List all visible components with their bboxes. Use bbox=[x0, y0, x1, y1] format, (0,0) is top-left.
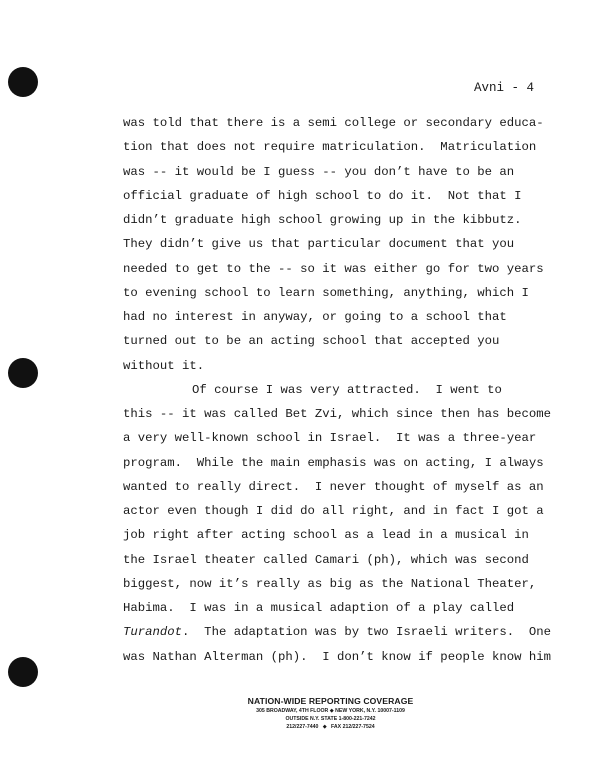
transcript-line bbox=[123, 649, 552, 674]
transcript-line-text: official graduate of high school to do it. Not that I bbox=[123, 188, 522, 203]
transcript-line-text: was told that there is a semi college or secondary educa- bbox=[123, 116, 544, 130]
transcript-line bbox=[123, 116, 543, 140]
transcript-line bbox=[123, 480, 543, 504]
transcript-line-text: was Nathan Alterman (ph). I don’t know if people know him bbox=[123, 649, 552, 664]
transcript-line-text: didn’t graduate high school growing up in the kibbutz. bbox=[123, 213, 522, 227]
transcript-line-text: to evening school to learn something, anything, which I bbox=[123, 285, 529, 300]
punch-hole-top bbox=[8, 67, 38, 97]
transcript-line-text: Of course I was very attracted. I went to bbox=[192, 382, 502, 397]
transcript-line bbox=[123, 577, 543, 601]
transcript-line bbox=[123, 407, 552, 431]
transcript-line bbox=[123, 262, 543, 286]
transcript-line bbox=[123, 504, 543, 528]
transcript-line-text: Habima. I was in a musical adaption of a play called bbox=[123, 601, 515, 615]
transcript-line bbox=[123, 310, 543, 334]
transcript-line bbox=[123, 140, 543, 164]
transcript-line-text: a very well-known school in Israel. It was a three-year bbox=[123, 431, 537, 446]
transcript-line-text: They didn’t give us that particular document that you bbox=[123, 237, 515, 252]
transcript-line bbox=[123, 601, 543, 625]
transcript-line bbox=[123, 359, 543, 383]
transcript-line bbox=[123, 213, 543, 237]
transcript-line-text: job right after acting school as a lead in a musical in bbox=[123, 528, 529, 543]
transcript-line bbox=[123, 625, 552, 649]
page-number: Avni - 4 bbox=[473, 81, 534, 95]
punch-hole-middle bbox=[8, 358, 38, 388]
transcript-line bbox=[123, 286, 543, 310]
transcript-line-text: wanted to really direct. I never thought of myself as an bbox=[123, 479, 544, 494]
footer-address: 305 BROADWAY, 4TH FLOOR ◆ NEW YORK, N.Y. 10007-1109 bbox=[256, 708, 405, 714]
footer-company-name: NATION-WIDE REPORTING COVERAGE bbox=[247, 696, 414, 706]
transcript-line-text: tion that does not require matriculation. Matriculation bbox=[123, 140, 537, 155]
transcript-line-text: without it. bbox=[123, 358, 205, 373]
transcript-line-text: actor even though I did do all right, and in fact I got a bbox=[123, 504, 544, 518]
transcript-line bbox=[123, 165, 543, 189]
footer-phone-fax: 212/227-7440 ◆ FAX 212/227-7524 bbox=[286, 724, 375, 730]
transcript-line-text: program. While the main emphasis was on acting, I always bbox=[123, 455, 544, 470]
footer bbox=[0, 696, 589, 731]
transcript-line bbox=[123, 237, 543, 261]
transcript-line-text: biggest, now it’s really as big as the National Theater, bbox=[123, 576, 537, 591]
transcript-line bbox=[123, 383, 543, 407]
italic-title: Turandot bbox=[123, 625, 183, 640]
transcript-line bbox=[123, 334, 543, 358]
transcript-line bbox=[123, 431, 543, 455]
transcript-line bbox=[123, 553, 543, 577]
transcript-line bbox=[123, 189, 543, 213]
transcript-line-text: needed to get to the -- so it was either go for two years bbox=[123, 261, 544, 276]
transcript-line bbox=[123, 528, 543, 552]
transcript-line-text: had no interest in anyway, or going to a school that bbox=[123, 310, 507, 324]
footer-toll-free: OUTSIDE N.Y. STATE 1-800-221-7242 bbox=[285, 716, 376, 722]
transcript-line-text: this -- it was called Bet Zvi, which since then has become bbox=[123, 407, 552, 421]
transcript-line bbox=[123, 456, 543, 480]
transcript-line-text: was -- it would be I guess -- you don’t have to be an bbox=[123, 164, 515, 179]
punch-hole-bottom bbox=[8, 657, 38, 687]
transcript-body bbox=[123, 116, 552, 674]
transcript-line-text: turned out to be an acting school that accepted you bbox=[123, 334, 500, 349]
transcript-line-text: . The adaptation was by two Israeli writers. One bbox=[182, 625, 552, 640]
transcript-line-text: the Israel theater called Camari (ph), which was second bbox=[123, 552, 529, 567]
